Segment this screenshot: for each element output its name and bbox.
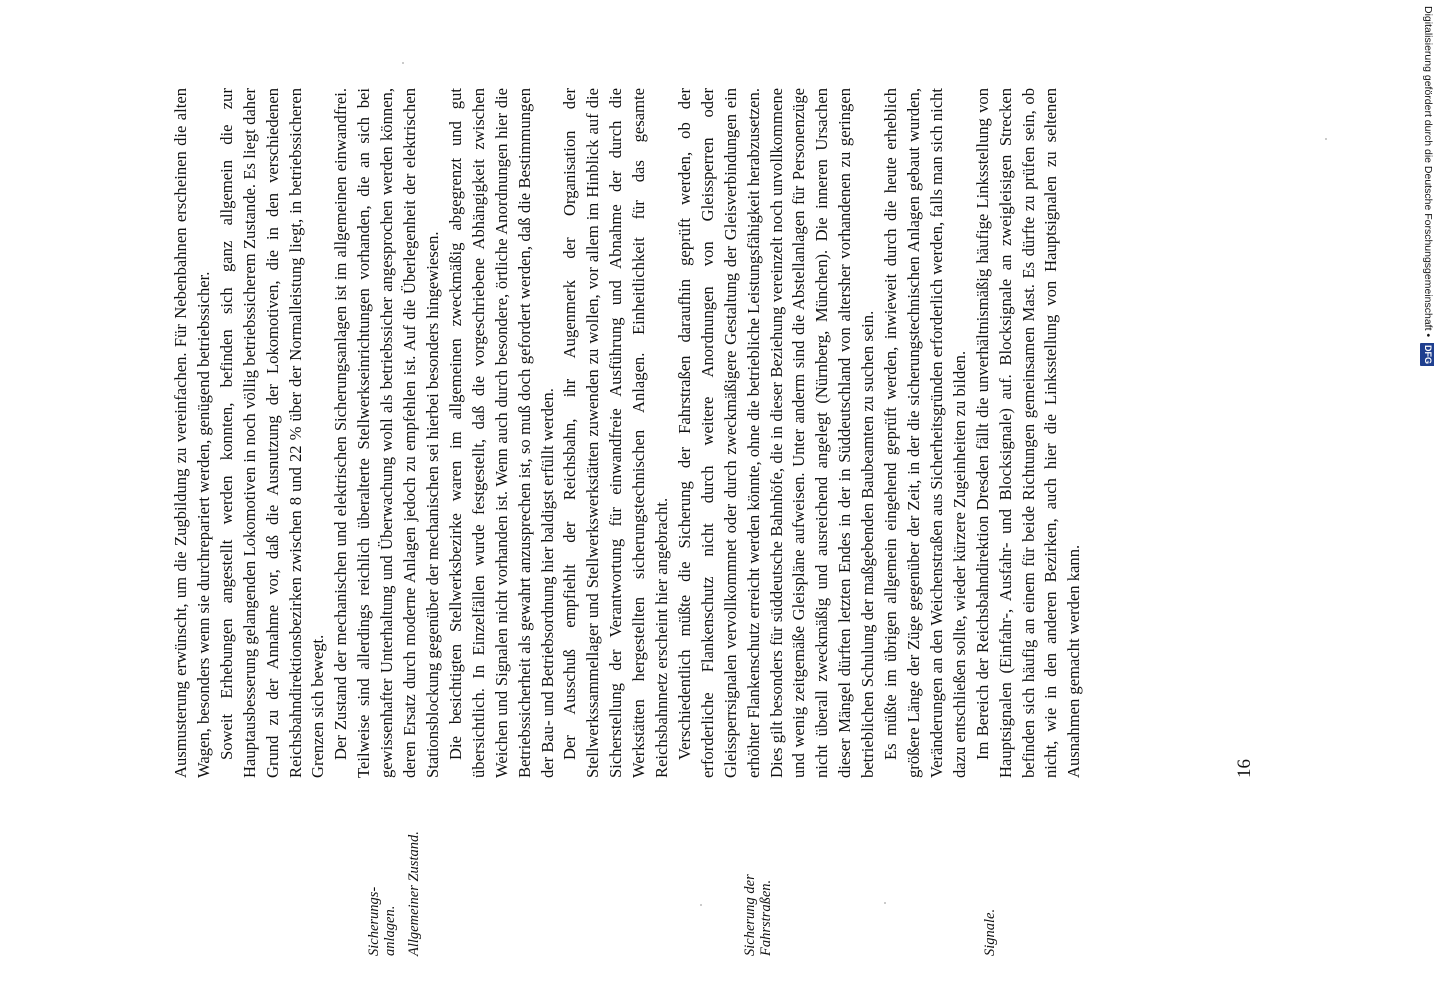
paragraph: Im Bereich der Reichsbahndirektion Dresden fällt die unverhältnismäßig häufige Linksstellung von Hauptsignalen (Einfahr-, Ausfahr- und Blocksignale) auf. Blocksignale an zweigleisigen Strecken befinden sich häufig an einem für beide Richtungen gemeinsamen Mast. Es dürfte zu prüfen sein, ob nicht, wie in den anderen Bezirken, auch hier die Linksstellung von Hauptsignalen zu seltenen Ausnahmen gemacht werden kann. (972, 88, 1084, 778)
paragraph: Der Zustand der mechanischen und elektrischen Sicherungsanlagen ist im allgemeinen einwandfrei. Teilweise sind allerdings reichlich überalterte Stellwerkseinrichtungen vorhanden, die an sich bei gewissenhafter Unterhaltung und Überwachung wohl als betriebssicher angesprochen werden können, deren Ersatz durch moderne Anlagen jedoch zu empfehlen ist. Auf die Überlegenheit der elektrischen Stationsblockung gegenüber der mechanischen sei hierbei besonders hingewiesen. (331, 88, 442, 778)
paragraph: Ausmusterung erwünscht, um die Zugbildung zu vereinfachen. Für Nebenbahnen erscheinen die alten Wagen, besonders wenn sie durchrepariert werden, genügend betriebssicher. (171, 88, 213, 778)
paragraph: Die besichtigten Stellwerksbezirke waren im allgemeinen zweckmäßig abgegrenzt und gut übersichtlich. In Einzelfällen wurde festgestellt, daß die vorgeschriebene Abhängigkeit zwischen Weichen und Signalen nicht vorhanden ist. Wenn auch durch besondere, örtliche Anordnungen hier die Betriebssicherheit als gewahrt anzusprechen ist, so muß doch gefordert werden, daß die Bestimmungen der Bau- und Betriebsordnung hier baldigst erfüllt werden. (445, 88, 557, 778)
scan-speck (700, 904, 702, 906)
body-text (170, 88, 1086, 778)
scan-speck (402, 62, 404, 64)
paragraph: Der Ausschuß empfiehlt der Reichsbahn, ihr Augenmerk der Organisation der Stellwerkssammellager und Stellwerkswerkstätten zuwenden zu wollen, vor allem im Hinblick auf die Sicherstellung der Verantwortung für einwandfreie Ausführung und Abnahme der durch die Werkstätten hergestellten sicherungstechnischen Anlagen. Einheitlichkeit für das gesamte Reichsbahnnetz erscheint hier angebracht. (560, 88, 672, 778)
margin-note-allgemeiner-zustand: Allgemeiner Zustand. (406, 831, 422, 956)
margin-note-sicherungsanlagen: Sicherungs- anlagen. (366, 886, 398, 956)
margin-note-fahrstrassen: Sicherung der Fahrstraßen. (742, 874, 774, 956)
rotated-page (170, 88, 1255, 956)
digitization-credit (1420, 6, 1434, 396)
paragraph: Verschiedentlich müßte die Sicherung der Fahrstraßen daraufhin geprüft werden, ob der erforderliche Flankenschutz nicht durch weitere Anordnungen von Gleissperren oder Gleissperrsignalen vervollkommnet oder durch zweckmäßigere Gestaltung der Gleisverbindungen ein erhöhter Flankenschutz erreicht werden könnte, ohne die betriebliche Leistungsfähigkeit herabzusetzen. Dies gilt besonders für süddeutsche Bahnhöfe, die in dieser Beziehung vereinzelt noch unvollkommene und wenig zeitgemäße Gleispläne aufweisen. Unter anderm sind die Abstellanlagen für Personenzüge nicht überall zweckmäßig und ausreichend angelegt (Nürnberg, München). Die inneren Ursachen dieser Mängel dürften letzten Endes in der in Süddeutschland von altersher vorhandenen zu geringen betrieblichen Schulung der maßgebenden Baubeamten zu suchen sein. (674, 88, 878, 778)
digitization-text: Digitalisierung gefördert durch die Deutsche Forschungsgemeinschaft • (1422, 6, 1434, 338)
scan-speck (884, 902, 886, 904)
scan-speck (1325, 138, 1327, 140)
page-number: 16 (1234, 759, 1255, 778)
margin-note-signale: Signale. (982, 908, 998, 956)
paragraph: Es müßte im übrigen allgemein eingehend geprüft werden, inwieweit durch die heute erheblich größere Länge der Züge gegenüber der Zeit, in der die sicherungstechnischen Anlagen gebaut wurden, Veränderungen an den Weichenstraßen aus Sicherheitsgründen erforderlich werden, falls man sich nicht dazu entschließen sollte, wieder kürzere Zugeinheiten zu bilden. (881, 88, 969, 778)
paragraph: Soweit Erhebungen angestellt werden konnten, befinden sich ganz allgemein die zur Hauptausbesserung gelangenden Lokomotiven in noch völlig betriebssicherem Zustande. Es liegt daher Grund zu der Annahme vor, daß die Ausnutzung der Lokomotiven, die in den verschiedenen Reichsbahndirektionsbezirken zwischen 8 und 22 % über der Normalleistung liegt, in betriebssicheren Grenzen sich bewegt. (216, 88, 328, 778)
dfg-logo: DFG (1420, 343, 1434, 366)
